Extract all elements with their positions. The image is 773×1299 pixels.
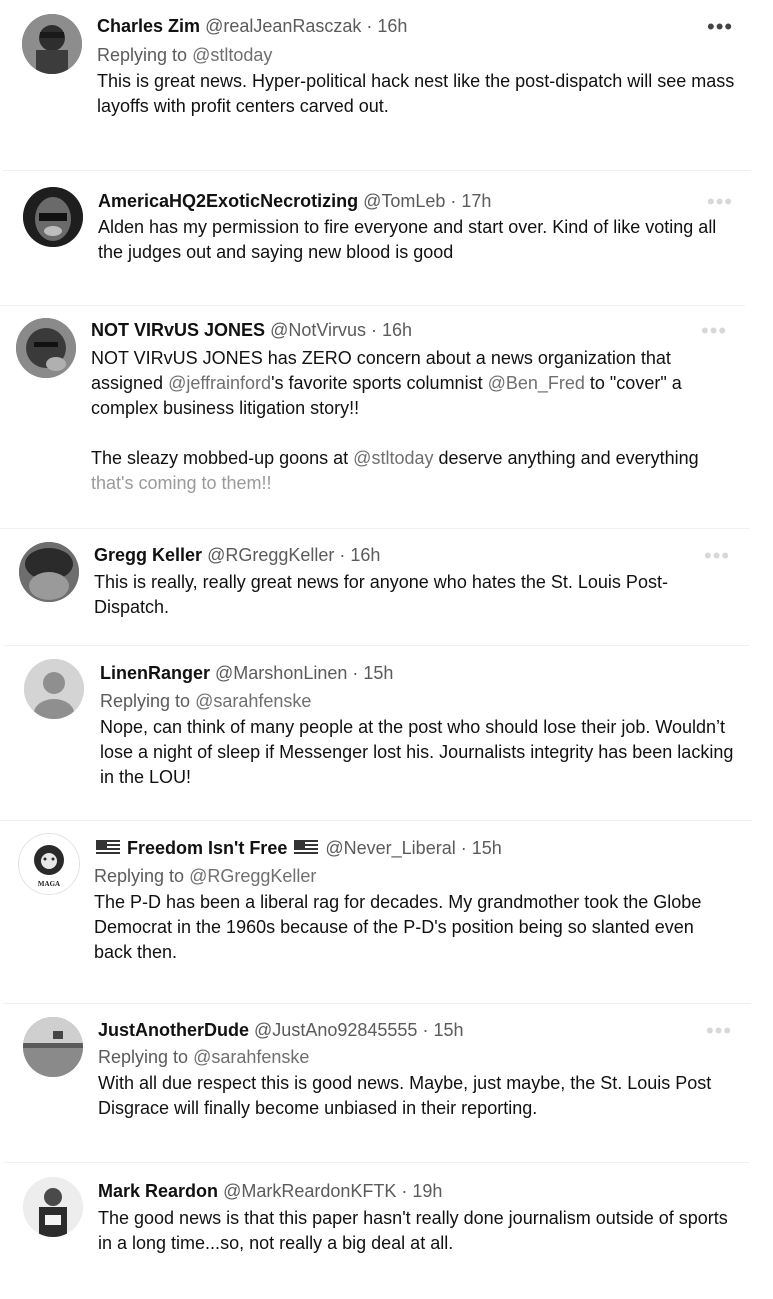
timestamp[interactable]: 16h — [350, 545, 381, 565]
tweet-text: This is great news. Hyper-political hack nest like the post-dispatch will see mass layoffs with profit centers carved out. — [97, 71, 735, 116]
timestamp[interactable]: 17h — [461, 191, 492, 211]
tweet-header — [94, 836, 502, 860]
replying-to-label: Replying to — [100, 691, 196, 711]
replying-to-label: Replying to — [98, 1047, 194, 1067]
reply-mention-link[interactable]: @RGreggKeller — [189, 866, 317, 886]
separator: · — [361, 16, 378, 36]
us-flag-icon — [294, 840, 318, 856]
avatar[interactable] — [19, 542, 79, 602]
tweet-header — [100, 661, 393, 685]
display-name[interactable]: Charles Zim — [97, 16, 201, 36]
more-options-icon[interactable]: ••• — [704, 543, 731, 568]
tweet-card[interactable] — [2, 170, 751, 298]
text-segment: The sleazy mobbed-up goons at — [91, 448, 354, 468]
tweet-header — [98, 1179, 442, 1203]
timestamp[interactable]: 16h — [382, 320, 413, 340]
more-options-icon[interactable]: ••• — [701, 318, 728, 343]
display-name[interactable]: LinenRanger — [100, 663, 211, 683]
tweet-text: With all due respect this is good news. Maybe, just maybe, the St. Louis Post Disgrace will finally become unbiased in their reporting. — [98, 1073, 712, 1118]
tweet-text: The good news is that this paper hasn't really done journalism outside of sports in a long time...so, not really a big deal at all. — [98, 1208, 728, 1253]
tweet-header — [94, 543, 380, 567]
text-segment: NOT VIRvUS JONES has ZERO concern about a news organization that assigned — [91, 348, 671, 393]
display-name[interactable]: JustAnotherDude — [98, 1020, 250, 1040]
tweet-text: The P-D has been a liberal rag for decades. My grandmother took the Globe Democrat in the 1960s because of the P-D's position being so slanted even back then. — [94, 892, 702, 962]
timestamp[interactable]: 16h — [377, 16, 408, 36]
username[interactable]: @JustAno92845555 — [254, 1020, 418, 1040]
replying-to — [100, 689, 311, 713]
avatar[interactable] — [22, 14, 82, 74]
separator: · — [396, 1181, 413, 1201]
mention-link[interactable]: @stltoday — [353, 448, 434, 468]
separator: · — [334, 545, 351, 565]
username[interactable]: @MarshonLinen — [215, 663, 348, 683]
separator: · — [417, 1020, 434, 1040]
timestamp[interactable]: 15h — [433, 1020, 464, 1040]
tweet-text: Alden has my permission to fire everyone and start over. Kind of like voting all the judges out and saying new blood is good — [98, 217, 717, 262]
username[interactable]: @Never_Liberal — [325, 838, 456, 858]
tweet-text — [91, 346, 731, 421]
tweet-text: This is really, really great news for anyone who hates the St. Louis Post-Dispatch. — [94, 572, 668, 617]
text-segment: that's coming to them!! — [91, 473, 272, 493]
display-name[interactable]: Gregg Keller — [94, 545, 203, 565]
reply-mention-link[interactable]: @stltoday — [192, 45, 273, 65]
replying-to-label: Replying to — [94, 866, 190, 886]
tweet-card[interactable] — [4, 1162, 750, 1272]
tweet-header — [91, 318, 412, 342]
timestamp[interactable]: 15h — [471, 838, 502, 858]
replying-to — [97, 43, 272, 67]
tweet-card[interactable] — [0, 528, 750, 638]
replying-to-label: Replying to — [97, 45, 193, 65]
username[interactable]: @realJeanRasczak — [205, 16, 362, 36]
more-options-icon[interactable]: ••• — [707, 14, 734, 39]
avatar[interactable] — [24, 659, 84, 719]
reply-mention-link[interactable]: @sarahfenske — [195, 691, 312, 711]
username[interactable]: @MarkReardonKFTK — [223, 1181, 397, 1201]
reply-mention-link[interactable]: @sarahfenske — [193, 1047, 310, 1067]
more-options-icon[interactable]: ••• — [706, 1018, 733, 1043]
timestamp[interactable]: 15h — [363, 663, 394, 683]
mention-link[interactable]: @jeffrainford — [168, 373, 272, 393]
avatar[interactable] — [23, 1177, 83, 1237]
tweet-card[interactable] — [3, 1003, 751, 1151]
replying-to — [94, 864, 316, 888]
mention-link[interactable]: @Ben_Fred — [487, 373, 585, 393]
separator: · — [445, 191, 462, 211]
tweet-card[interactable] — [0, 820, 752, 992]
username[interactable]: @NotVirvus — [270, 320, 367, 340]
username[interactable]: @TomLeb — [363, 191, 446, 211]
tweet-text-paragraph — [91, 446, 741, 496]
tweet-card[interactable] — [0, 305, 745, 520]
tweet-header — [97, 14, 407, 38]
more-options-icon[interactable]: ••• — [707, 189, 734, 214]
avatar[interactable] — [16, 318, 76, 378]
tweet-card[interactable] — [0, 0, 752, 150]
separator: · — [455, 838, 472, 858]
tweet-header — [98, 189, 491, 213]
display-name[interactable]: AmericaHQ2ExoticNecrotizing — [98, 191, 359, 211]
tweet-card[interactable] — [4, 645, 750, 810]
avatar[interactable] — [23, 1017, 83, 1077]
text-segment: deserve anything and everything — [433, 448, 699, 468]
tweet-text: Nope, can think of many people at the post who should lose their job. Wouldn’t lose a night of sleep if Messenger lost his. Journalists integrity has been lacking in the LOU! — [100, 717, 734, 787]
display-name[interactable]: Freedom Isn't Free — [127, 838, 288, 858]
separator: · — [347, 663, 364, 683]
timestamp[interactable]: 19h — [412, 1181, 443, 1201]
tweet-header — [98, 1018, 463, 1042]
avatar-badge: MAGA — [37, 880, 61, 888]
text-segment: 's favorite sports columnist — [271, 373, 488, 393]
username[interactable]: @RGreggKeller — [207, 545, 335, 565]
display-name[interactable]: Mark Reardon — [98, 1181, 219, 1201]
avatar[interactable] — [23, 187, 83, 247]
avatar[interactable] — [18, 833, 80, 895]
replying-to — [98, 1045, 309, 1069]
display-name[interactable]: NOT VIRvUS JONES — [91, 320, 266, 340]
separator: · — [366, 320, 383, 340]
text-segment: to "cover" a complex business litigation story!! — [91, 373, 682, 418]
us-flag-icon — [96, 840, 120, 856]
